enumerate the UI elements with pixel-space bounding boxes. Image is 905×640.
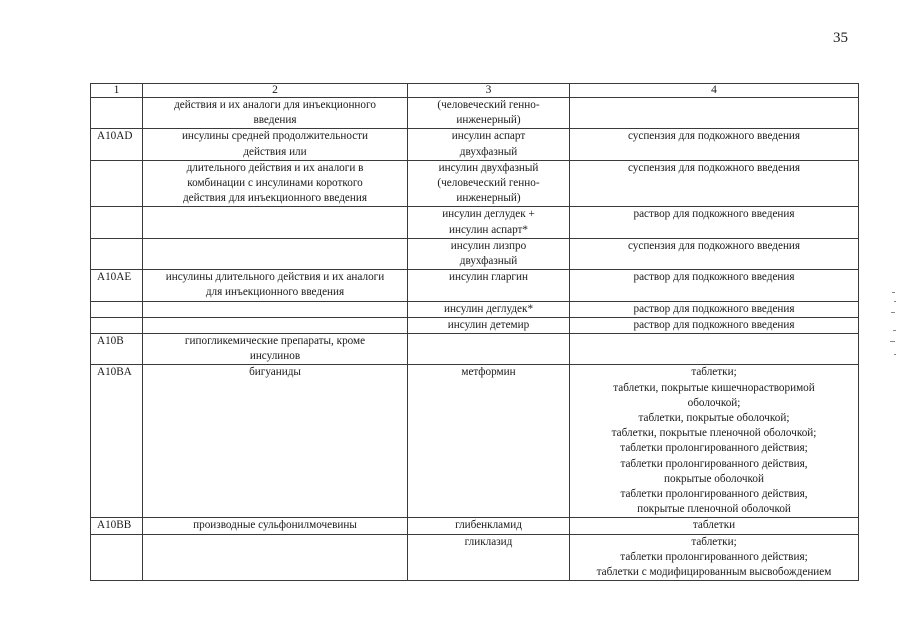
atc-code-cell: A10AE bbox=[91, 270, 143, 301]
dosage-form-cell bbox=[570, 334, 859, 365]
group-name-cell: производные сульфонилмочевины bbox=[143, 518, 408, 534]
dosage-form-cell: раствор для подкожного введения bbox=[570, 270, 859, 301]
atc-code-cell: A10BA bbox=[91, 365, 143, 518]
group-name-cell bbox=[143, 317, 408, 333]
drug-name-cell: метформин bbox=[408, 365, 570, 518]
group-name-cell bbox=[143, 534, 408, 581]
drug-name-cell: инсулин лизпро двухфазный bbox=[408, 238, 570, 269]
atc-code-cell bbox=[91, 238, 143, 269]
table-header-row bbox=[91, 84, 859, 98]
atc-code-cell bbox=[91, 160, 143, 207]
drug-name-cell: инсулин деглудек* bbox=[408, 301, 570, 317]
table-row bbox=[91, 238, 859, 269]
group-name-cell bbox=[143, 207, 408, 238]
drug-name-cell: инсулин гларгин bbox=[408, 270, 570, 301]
drug-classification-table bbox=[90, 83, 859, 581]
drug-name-cell: (человеческий генно- инженерный) bbox=[408, 98, 570, 129]
drug-name-cell: гликлазид bbox=[408, 534, 570, 581]
dosage-form-cell: раствор для подкожного введения bbox=[570, 317, 859, 333]
dosage-form-cell: таблетки; таблетки пролонгированного действия; таблетки с модифицированным высвобождением bbox=[570, 534, 859, 581]
group-name-cell: длительного действия и их аналоги в комбинации с инсулинами короткого действия для инъекционного введения bbox=[143, 160, 408, 207]
table-row bbox=[91, 301, 859, 317]
table-row bbox=[91, 534, 859, 581]
dosage-form-cell: раствор для подкожного введения bbox=[570, 207, 859, 238]
dosage-form-cell: суспензия для подкожного введения bbox=[570, 129, 859, 160]
column-header-4: 4 bbox=[570, 84, 859, 98]
drug-name-cell bbox=[408, 334, 570, 365]
table-row bbox=[91, 98, 859, 129]
table-row bbox=[91, 334, 859, 365]
group-name-cell: действия и их аналоги для инъекционного введения bbox=[143, 98, 408, 129]
drug-name-cell: инсулин деглудек + инсулин аспарт* bbox=[408, 207, 570, 238]
scan-artifact-marks bbox=[888, 292, 902, 362]
column-header-1: 1 bbox=[91, 84, 143, 98]
atc-code-cell bbox=[91, 98, 143, 129]
dosage-form-cell: суспензия для подкожного введения bbox=[570, 160, 859, 207]
group-name-cell: гипогликемические препараты, кроме инсулинов bbox=[143, 334, 408, 365]
table-row bbox=[91, 518, 859, 534]
drug-name-cell: инсулин двухфазный (человеческий генно- инженерный) bbox=[408, 160, 570, 207]
drug-name-cell: инсулин аспарт двухфазный bbox=[408, 129, 570, 160]
atc-code-cell bbox=[91, 207, 143, 238]
drug-name-cell: инсулин детемир bbox=[408, 317, 570, 333]
table-row bbox=[91, 129, 859, 160]
dosage-form-cell: таблетки; таблетки, покрытые кишечнорастворимой оболочкой; таблетки, покрытые оболочкой; таблетки, покрытые пленочной оболочкой; таблетки пролонгированного действия; таблетки пролонгированного действия, покрытые оболочкой таблетки пролонгированного действия, покрытые пленочной оболочкой bbox=[570, 365, 859, 518]
table-row bbox=[91, 160, 859, 207]
group-name-cell bbox=[143, 301, 408, 317]
atc-code-cell: A10BB bbox=[91, 518, 143, 534]
group-name-cell bbox=[143, 238, 408, 269]
table-row bbox=[91, 365, 859, 518]
group-name-cell: инсулины длительного действия и их аналоги для инъекционного введения bbox=[143, 270, 408, 301]
atc-code-cell: A10AD bbox=[91, 129, 143, 160]
page-number: 35 bbox=[833, 30, 848, 46]
table-row bbox=[91, 207, 859, 238]
group-name-cell: инсулины средней продолжительности действия или bbox=[143, 129, 408, 160]
atc-code-cell bbox=[91, 534, 143, 581]
dosage-form-cell: суспензия для подкожного введения bbox=[570, 238, 859, 269]
dosage-form-cell bbox=[570, 98, 859, 129]
column-header-2: 2 bbox=[143, 84, 408, 98]
table-row bbox=[91, 317, 859, 333]
dosage-form-cell: раствор для подкожного введения bbox=[570, 301, 859, 317]
group-name-cell: бигуаниды bbox=[143, 365, 408, 518]
column-header-3: 3 bbox=[408, 84, 570, 98]
table-row bbox=[91, 270, 859, 301]
drug-name-cell: глибенкламид bbox=[408, 518, 570, 534]
atc-code-cell bbox=[91, 317, 143, 333]
dosage-form-cell: таблетки bbox=[570, 518, 859, 534]
atc-code-cell bbox=[91, 301, 143, 317]
atc-code-cell: A10B bbox=[91, 334, 143, 365]
